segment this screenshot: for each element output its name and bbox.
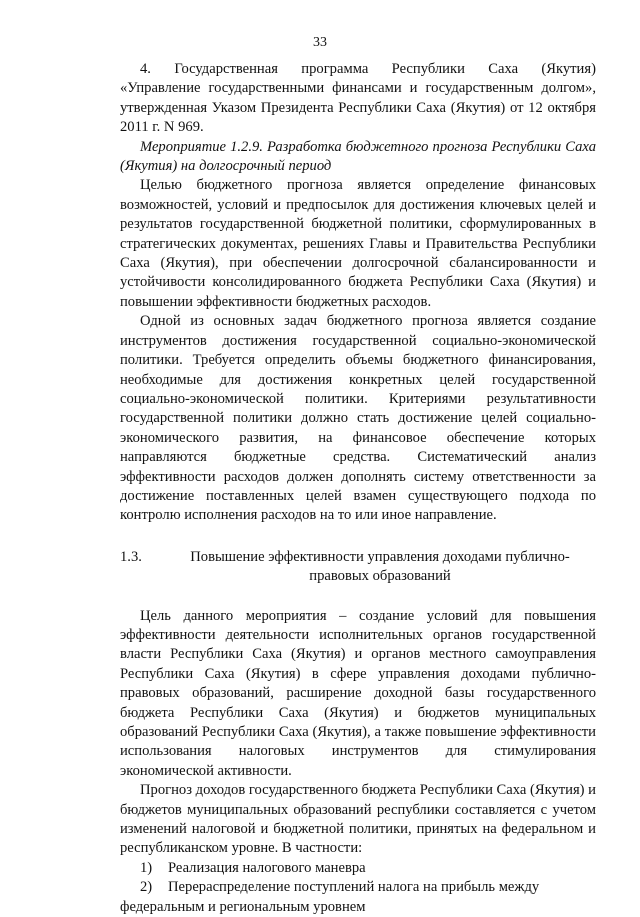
- paragraph: Целью бюджетного прогноза является определение финансовых возможностей, условий и предпосылок для достижения ключевых целей и результатов государственной бюджетной политики, сформулированных в стратегических документах, решениях Главы и Правительства Республики Саха (Якутия), при обеспечении долгосрочной сбалансированности и устойчивости консолидированного бюджета Республики Саха (Якутия) и повышении эффективности бюджетных расходов.: [120, 177, 596, 310]
- program-word: программа: [301, 61, 369, 77]
- program-heading-line: [120, 60, 596, 79]
- measure-title: Мероприятие 1.2.9. Разработка бюджетного прогноза Республики Саха (Якутия) на долгосрочный период: [120, 138, 596, 175]
- list-item-text: Перераспределение поступлений налога на прибыль между: [168, 879, 540, 896]
- section-number: 1.3.: [120, 548, 142, 565]
- document-body: [120, 60, 596, 917]
- paragraph: Прогноз доходов государственного бюджета Республики Саха (Якутия) и бюджетов муниципальных образований республики составляется с учетом изменений налоговой и бюджетной политики, принятых на федеральном и республиканском уровне. В частности:: [120, 782, 596, 857]
- section-heading: [120, 548, 596, 587]
- program-word: Республики: [391, 61, 465, 77]
- program-word: Саха: [488, 61, 519, 77]
- program-description: «Управление государственными финансами и государственным долгом», утвержденная Указом Президента Республики Саха (Якутия) от 12 октября 2011 г. N 969.: [120, 80, 596, 136]
- list-item-text: Реализация налогового маневра: [168, 859, 366, 876]
- page-number: 33: [313, 35, 327, 50]
- program-number: 4.: [140, 61, 151, 77]
- list-item-number: 1): [140, 859, 153, 876]
- list-item: [120, 878, 596, 897]
- list-item-continuation: федеральным и региональным уровнем: [120, 898, 366, 915]
- list-item: [120, 859, 596, 878]
- paragraph: Одной из основных задач бюджетного прогноза является создание инструментов достижения государственной социально-экономической политики. Требуется определить объемы бюджетного финансирования, необходимые для достижения конкретных целей государственной социально-экономической политики. Критериями результативности государственной политики должно стать достижение целей социально-экономического развития, на финансовое обеспечение которых направляются бюджетные средства. Систематический анализ эффективности расходов должен дополнять систему ответственности за достижение поставленных целей взамен существующего подхода по контролю исполнения расходов на то или иное направление.: [120, 313, 596, 524]
- section-title: Повышение эффективности управления доходами публично-правовых образований: [190, 548, 570, 585]
- program-word: Государственная: [174, 61, 278, 77]
- program-word: (Якутия): [541, 61, 596, 77]
- paragraph: Цель данного мероприятия – создание условий для повышения эффективности деятельности исполнительных органов государственной власти Республики Саха (Якутия) и органов местного самоуправления Республики Саха (Якутия) в сфере управления доходами публично-правовых образований, расширение доходной базы государственного бюджета Республики Саха (Якутия) и бюджетов муниципальных образований Республики Саха (Якутия), а также повышение эффективности использования налоговых инструментов для стимулирования экономической активности.: [120, 607, 596, 779]
- list-item-number: 2): [140, 879, 153, 896]
